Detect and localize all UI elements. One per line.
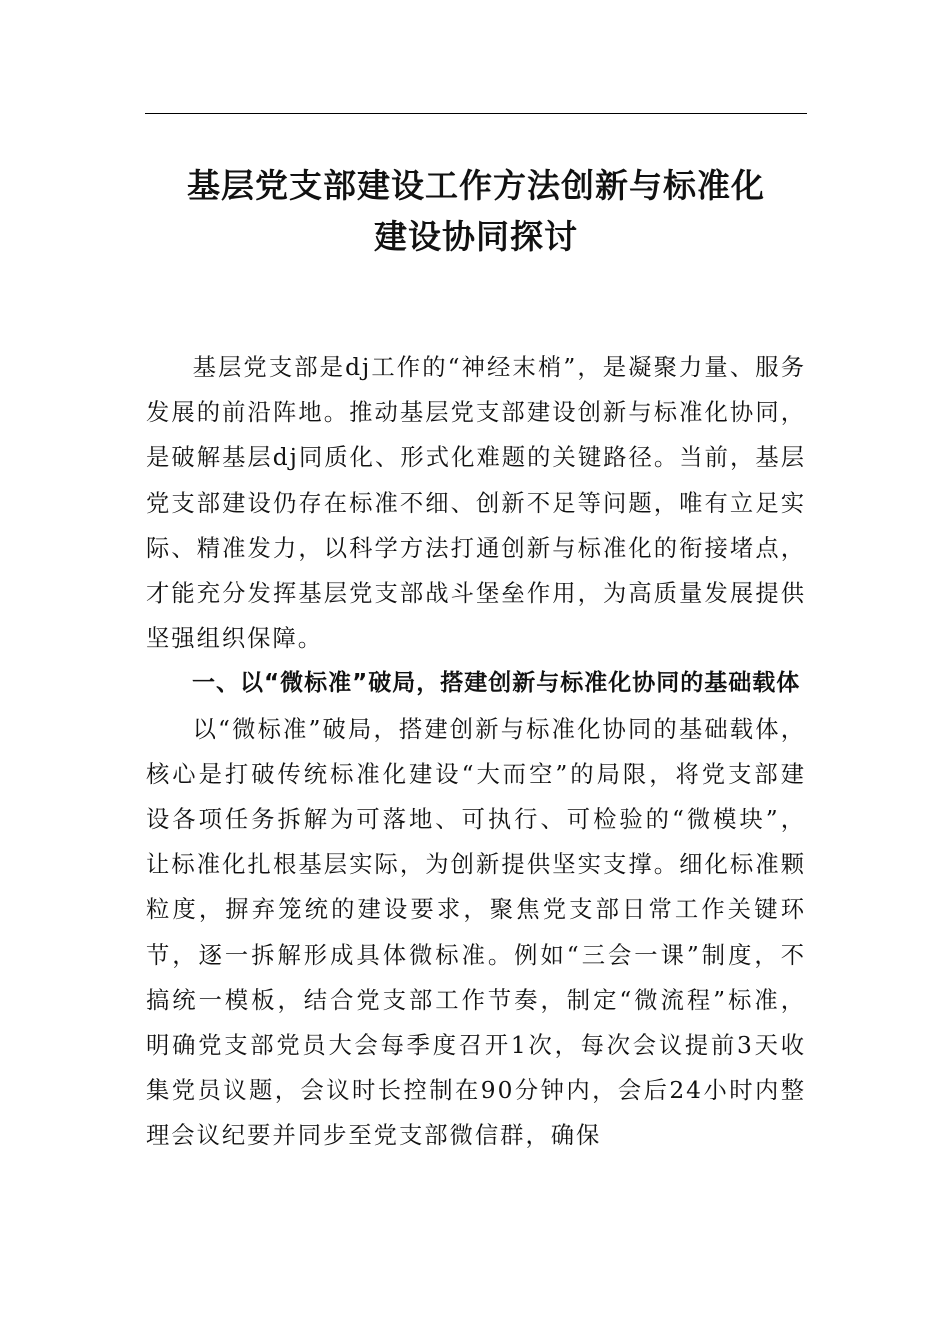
section-1-paragraph: 以“微标准”破局，搭建创新与标准化协同的基础载体，核心是打破传统标准化建设“大而空”的局限，将党支部建设各项任务拆解为可落地、可执行、可检验的“微模块”，让标准化扎根基层实际，为创新提供坚实支撑。细化标准颗粒度，摒弃笼统的建设要求，聚焦党支部日常工作关键环节，逐一拆解形成具体微标准。例如“三会一课”制度，不搞统一模板，结合党支部工作节奏，制定“微流程”标准，明确党支部党员大会每季度召开1次，每次会议提前3天收集党员议题，会议时长控制在90分钟内，会后24小时内整理会议纪要并同步至党支部微信群，确保 bbox=[146, 715, 806, 1150]
intro-paragraph: 基层党支部是dj工作的“神经末梢”，是凝聚力量、服务发展的前沿阵地。推动基层党支部建设创新与标准化协同，是破解基层dj同质化、形式化难题的关键路径。当前，基层党支部建设仍存在标准不细、创新不足等问题，唯有立足实际、精准发力，以科学方法打通创新与标准化的衔接堵点，才能充分发挥基层党支部战斗堡垒作用，为高质量发展提供坚强组织保障。 bbox=[146, 354, 806, 653]
title-line-2: 建设协同探讨 bbox=[374, 217, 578, 256]
header-rule bbox=[145, 113, 807, 114]
section-1-heading: 一、以“微标准”破局，搭建创新与标准化协同的基础载体 bbox=[192, 670, 801, 697]
document-title bbox=[120, 160, 832, 262]
title-line-1: 基层党支部建设工作方法创新与标准化 bbox=[187, 166, 765, 205]
document-body bbox=[146, 345, 806, 1159]
